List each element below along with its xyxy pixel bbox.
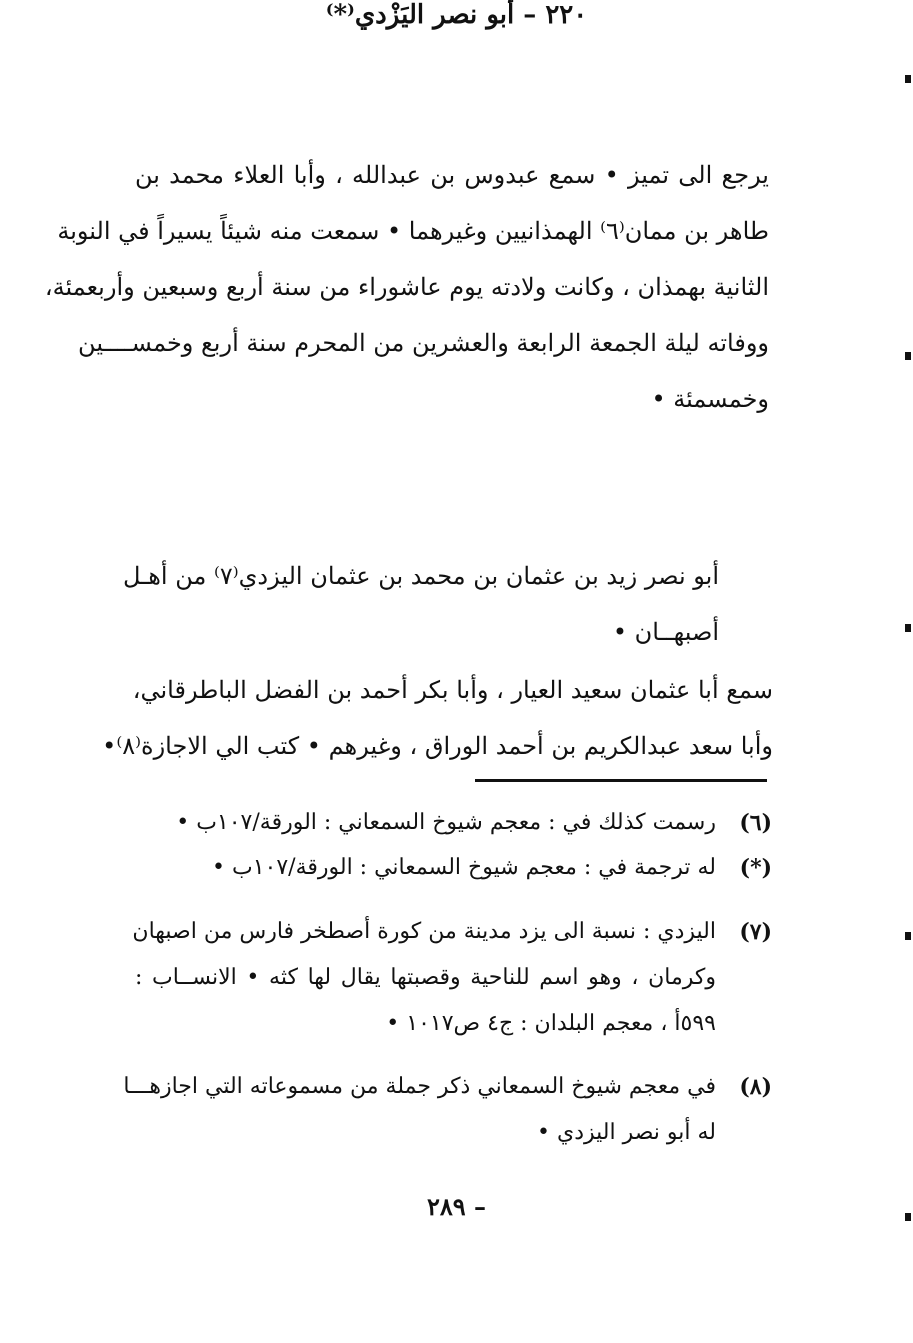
footnote-line: وكرمان ، وهو اسم للناحية وقصبتها يقال لها كثه • الانســاب : — [135, 965, 716, 990]
paragraph-line: يرجع الى تميز • سمع عبدوس بن عبدالله ، وأبا العلاء محمد بن — [135, 161, 769, 189]
paragraph-entry-name — [123, 548, 719, 660]
scan-edge-mark — [905, 932, 911, 940]
footnote-7 — [132, 909, 772, 1049]
footnote-number: (*) — [739, 855, 772, 881]
footnote-separator — [475, 779, 767, 782]
footnote-text — [123, 1064, 716, 1156]
footnote-line: اليزدي : نسبة الى يزد مدينة من كورة أصطخر فارس من اصبهان — [132, 919, 716, 944]
footnote-text — [176, 800, 716, 846]
scan-edge-mark — [905, 1213, 911, 1221]
paragraph-line: الثانية بهمذان ، وكانت ولادته يوم عاشوراء من سنة أربع وسبعين وأربعمئة، — [44, 273, 769, 301]
footnote-text — [212, 845, 716, 891]
footnote-line: له أبو نصر اليزدي • — [537, 1120, 716, 1145]
entry-heading: ٢٢٠ – أبو نصر اليَزْدي⁽*⁾ — [325, 0, 588, 30]
footnote-star — [135, 845, 772, 891]
scan-edge-mark — [905, 624, 911, 632]
page-number: – ٢٨٩ — [426, 1192, 487, 1221]
paragraph-line: أبو نصر زيد بن عثمان بن محمد بن عثمان اليزدي⁽٧⁾ من أهـل — [123, 562, 719, 590]
footnote-line: ٥٩٩أ ، معجم البلدان : ج٤ ص١٠١٧ • — [386, 1011, 716, 1036]
footnote-line: رسمت كذلك في : معجم شيوخ السمعاني : الورقة/١٠٧ب • — [176, 810, 716, 835]
paragraph-line: وخمسمئة • — [651, 385, 769, 413]
footnote-line: له ترجمة في : معجم شيوخ السمعاني : الورقة/١٠٧ب • — [212, 855, 716, 880]
paragraph-line: سمع أبا عثمان سعيد العيار ، وأبا بكر أحمد بن الفضل الباطرقاني، — [132, 676, 773, 704]
footnote-line: في معجم شيوخ السمعاني ذكر جملة من مسموعاته التي اجازهـــا — [123, 1074, 716, 1099]
paragraph-line: أصبهــان • — [612, 618, 719, 646]
footnote-text — [132, 909, 716, 1047]
paragraph-line: ووفاته ليلة الجمعة الرابعة والعشرين من المحرم سنة أربع وخمســــين — [78, 329, 769, 357]
scan-edge-mark — [905, 75, 911, 83]
footnote-number: (٦) — [739, 810, 772, 836]
paragraph-line: وأبا سعد عبدالكريم بن أحمد الوراق ، وغيرهم • كتب الي الاجازة⁽٨⁾• — [102, 732, 773, 760]
paragraph-biography-end — [44, 147, 769, 427]
paragraph-line: طاهر بن ممان⁽٦⁾ الهمذانيين وغيرهما • سمعت منه شيئاً يسيراً في النوبة — [57, 217, 769, 245]
footnote-6 — [135, 800, 772, 846]
footnote-8 — [123, 1064, 772, 1160]
paragraph-entry-teachers — [102, 662, 773, 774]
footnote-number: (٧) — [739, 919, 772, 945]
footnote-number: (٨) — [739, 1074, 772, 1100]
scan-edge-mark — [905, 352, 911, 360]
